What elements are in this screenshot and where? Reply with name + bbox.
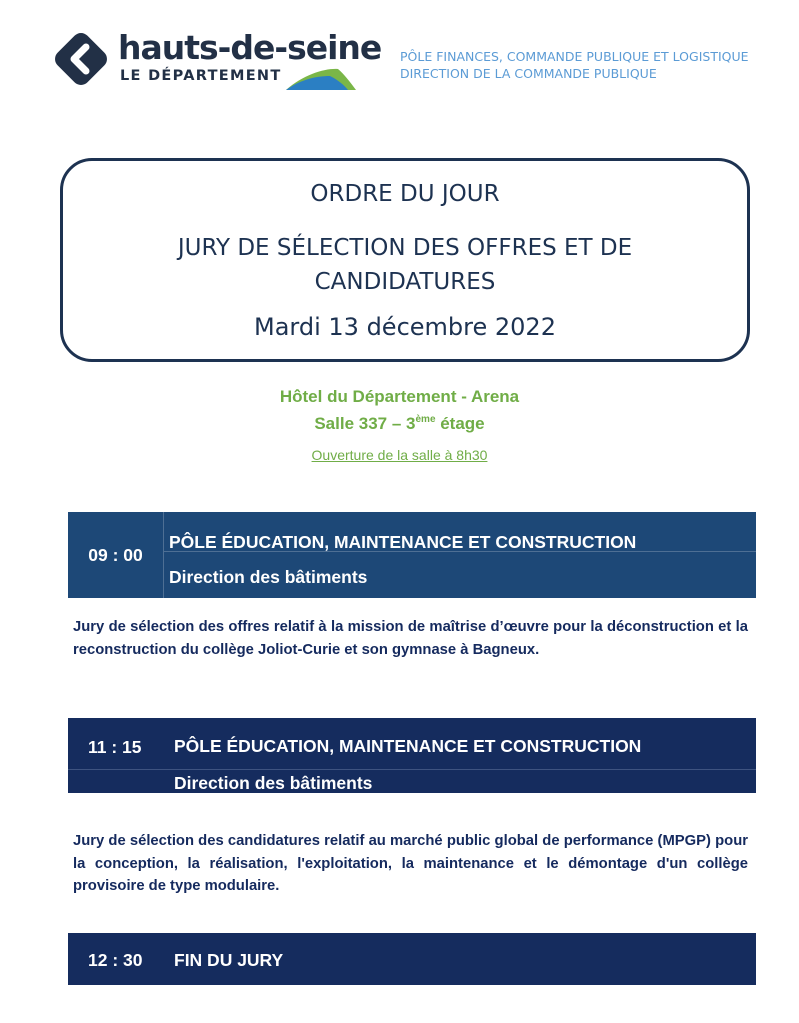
agenda-slot-1	[68, 512, 756, 598]
logo-hills-icon	[286, 66, 356, 90]
agenda-title: ORDRE DU JOUR	[310, 181, 500, 207]
meeting-date: Mardi 13 décembre 2022	[254, 313, 556, 341]
slot-pole: PÔLE ÉDUCATION, MAINTENANCE ET CONSTRUCTION	[169, 532, 637, 552]
room-number: Salle 337 – 3	[314, 414, 416, 433]
direction-line: DIRECTION DE LA COMMANDE PUBLIQUE	[400, 66, 657, 81]
logo-diamond-icon	[50, 28, 112, 90]
slot-description: Jury de sélection des candidatures relatif au marché public global de performance (MPGP) pour la conception, la réalisation, l'exploitation, la maintenance et le démontage d'un collège provisoire de type modulaire.	[73, 833, 748, 894]
title-box	[60, 158, 750, 362]
agenda-slot-2	[68, 718, 756, 793]
opening-time: Ouverture de la salle à 8h30	[311, 447, 488, 463]
slot-pole: PÔLE ÉDUCATION, MAINTENANCE ET CONSTRUCTION	[174, 736, 642, 756]
pole-line: PÔLE FINANCES, COMMANDE PUBLIQUE ET LOGISTIQUE	[400, 49, 749, 64]
logo-subtitle: LE DÉPARTEMENT	[120, 68, 282, 84]
department-heading	[400, 48, 749, 82]
venue-room	[0, 414, 799, 434]
venue-place: Hôtel du Département - Arena	[279, 387, 520, 406]
logo-name: hauts-de-seine	[118, 28, 382, 67]
jury-title: JURY DE SÉLECTION DES OFFRES ET DE CANDIDATURES	[177, 235, 633, 295]
slot-direction: Direction des bâtiments	[174, 773, 373, 793]
slot-end-label: FIN DU JURY	[174, 950, 284, 970]
floor-suffix: ème	[415, 414, 436, 425]
slot-row-divider	[68, 769, 756, 770]
agenda-slot-end	[68, 933, 756, 985]
floor-label: étage	[435, 414, 485, 433]
slot-time: 11 : 15	[88, 737, 142, 757]
slot-time: 09 : 00	[88, 545, 143, 565]
slot-description: Jury de sélection des offres relatif à la mission de maîtrise d’œuvre pour la déconstruction et la reconstruction du collège Joliot-Curie et son gymnase à Bagneux.	[73, 619, 748, 658]
slot-time: 12 : 30	[88, 950, 143, 970]
slot-direction: Direction des bâtiments	[169, 567, 368, 587]
slot-divider	[163, 512, 164, 598]
department-logo	[50, 28, 382, 90]
